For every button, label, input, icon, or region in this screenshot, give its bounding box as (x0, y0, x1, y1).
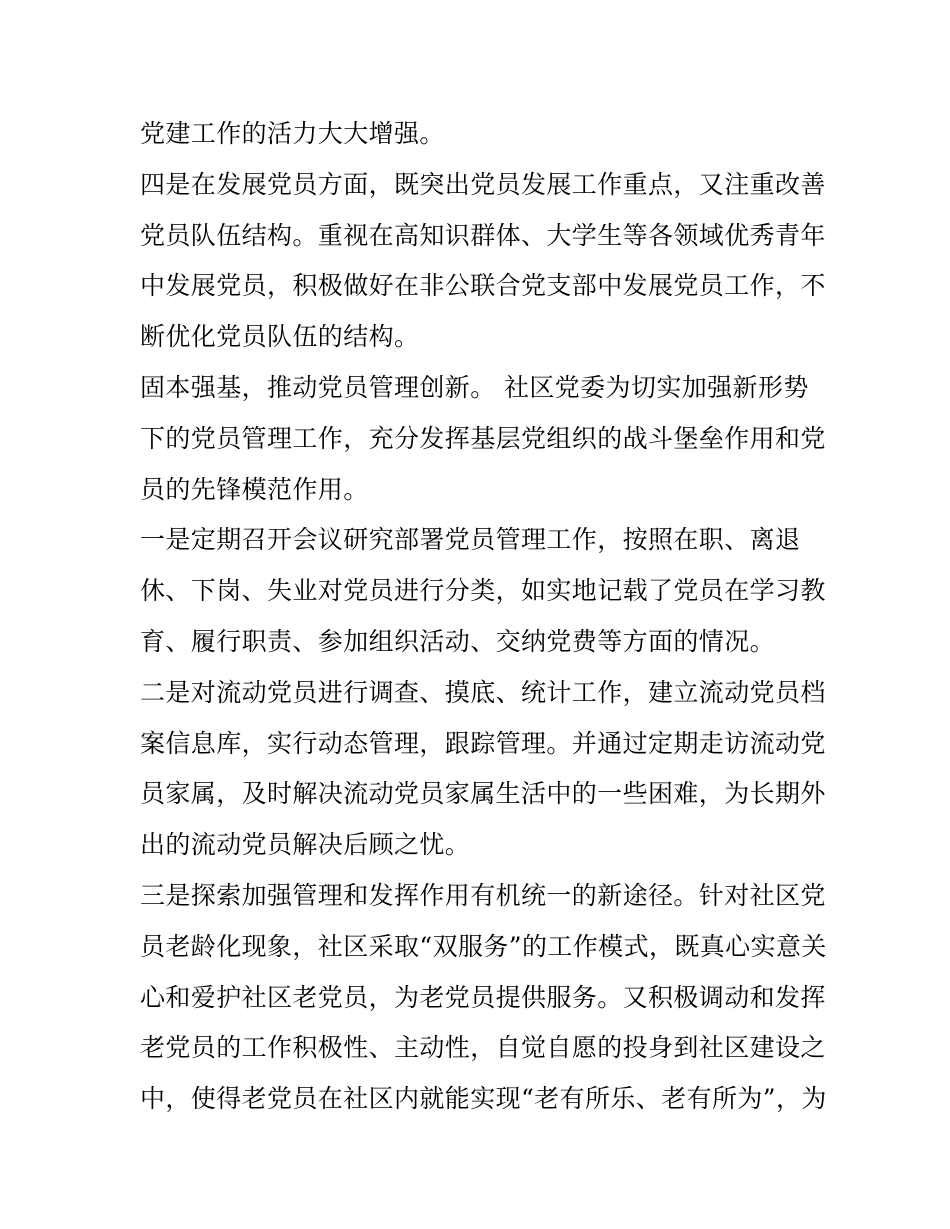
text-line: 二是对流动党员进行调查、摸底、统计工作，建立流动党员档 (140, 677, 826, 707)
text-line: 党员队伍结构。重视在高知识群体、大学生等各领域优秀青年 (140, 220, 826, 250)
text-line: 休、下岗、失业对党员进行分类，如实地记载了党员在学习教 (140, 576, 826, 606)
text-line: 员家属，及时解决流动党员家属生活中的一些困难，为长期外 (140, 779, 826, 809)
text-line: 党建工作的活力大大增强。 (140, 119, 445, 148)
text-line: 一是定期召开会议研究部署党员管理工作，按照在职、离退 (140, 525, 801, 555)
text-line: 员老龄化现象，社区采取“双服务”的工作模式，既真心实意关 (140, 931, 827, 961)
text-line: 固本强基，推动党员管理创新。 社区党委为切实加强新形势 (140, 372, 809, 402)
body-text (140, 109, 827, 1125)
text-line: 断优化党员队伍的结构。 (140, 322, 420, 352)
text-line: 三是探索加强管理和发挥作用有机统一的新途径。针对社区党 (140, 880, 826, 910)
text-line: 育、履行职责、参加组织活动、交纳党费等方面的情况。 (140, 626, 776, 656)
text-line: 下的党员管理工作，充分发挥基层党组织的战斗堡垒作用和党 (140, 423, 826, 453)
text-line: 案信息库，实行动态管理，跟踪管理。并通过定期走访流动党 (140, 728, 826, 758)
text-line: 出的流动党员解决后顾之忧。 (140, 830, 471, 860)
text-line: 四是在发展党员方面，既突出党员发展工作重点，又注重改善 (140, 169, 826, 199)
text-line: 员的先锋模范作用。 (140, 474, 369, 504)
text-line: 中发展党员，积极做好在非公联合党支部中发展党员工作，不 (140, 271, 826, 301)
text-line: 心和爱护社区老党员，为老党员提供服务。又积极调动和发挥 (140, 982, 826, 1012)
text-line: 老党员的工作积极性、主动性，自觉自愿的投身到社区建设之 (140, 1033, 826, 1063)
text-line: 中，使得老党员在社区内就能实现“老有所乐、老有所为”，为 (140, 1084, 827, 1114)
